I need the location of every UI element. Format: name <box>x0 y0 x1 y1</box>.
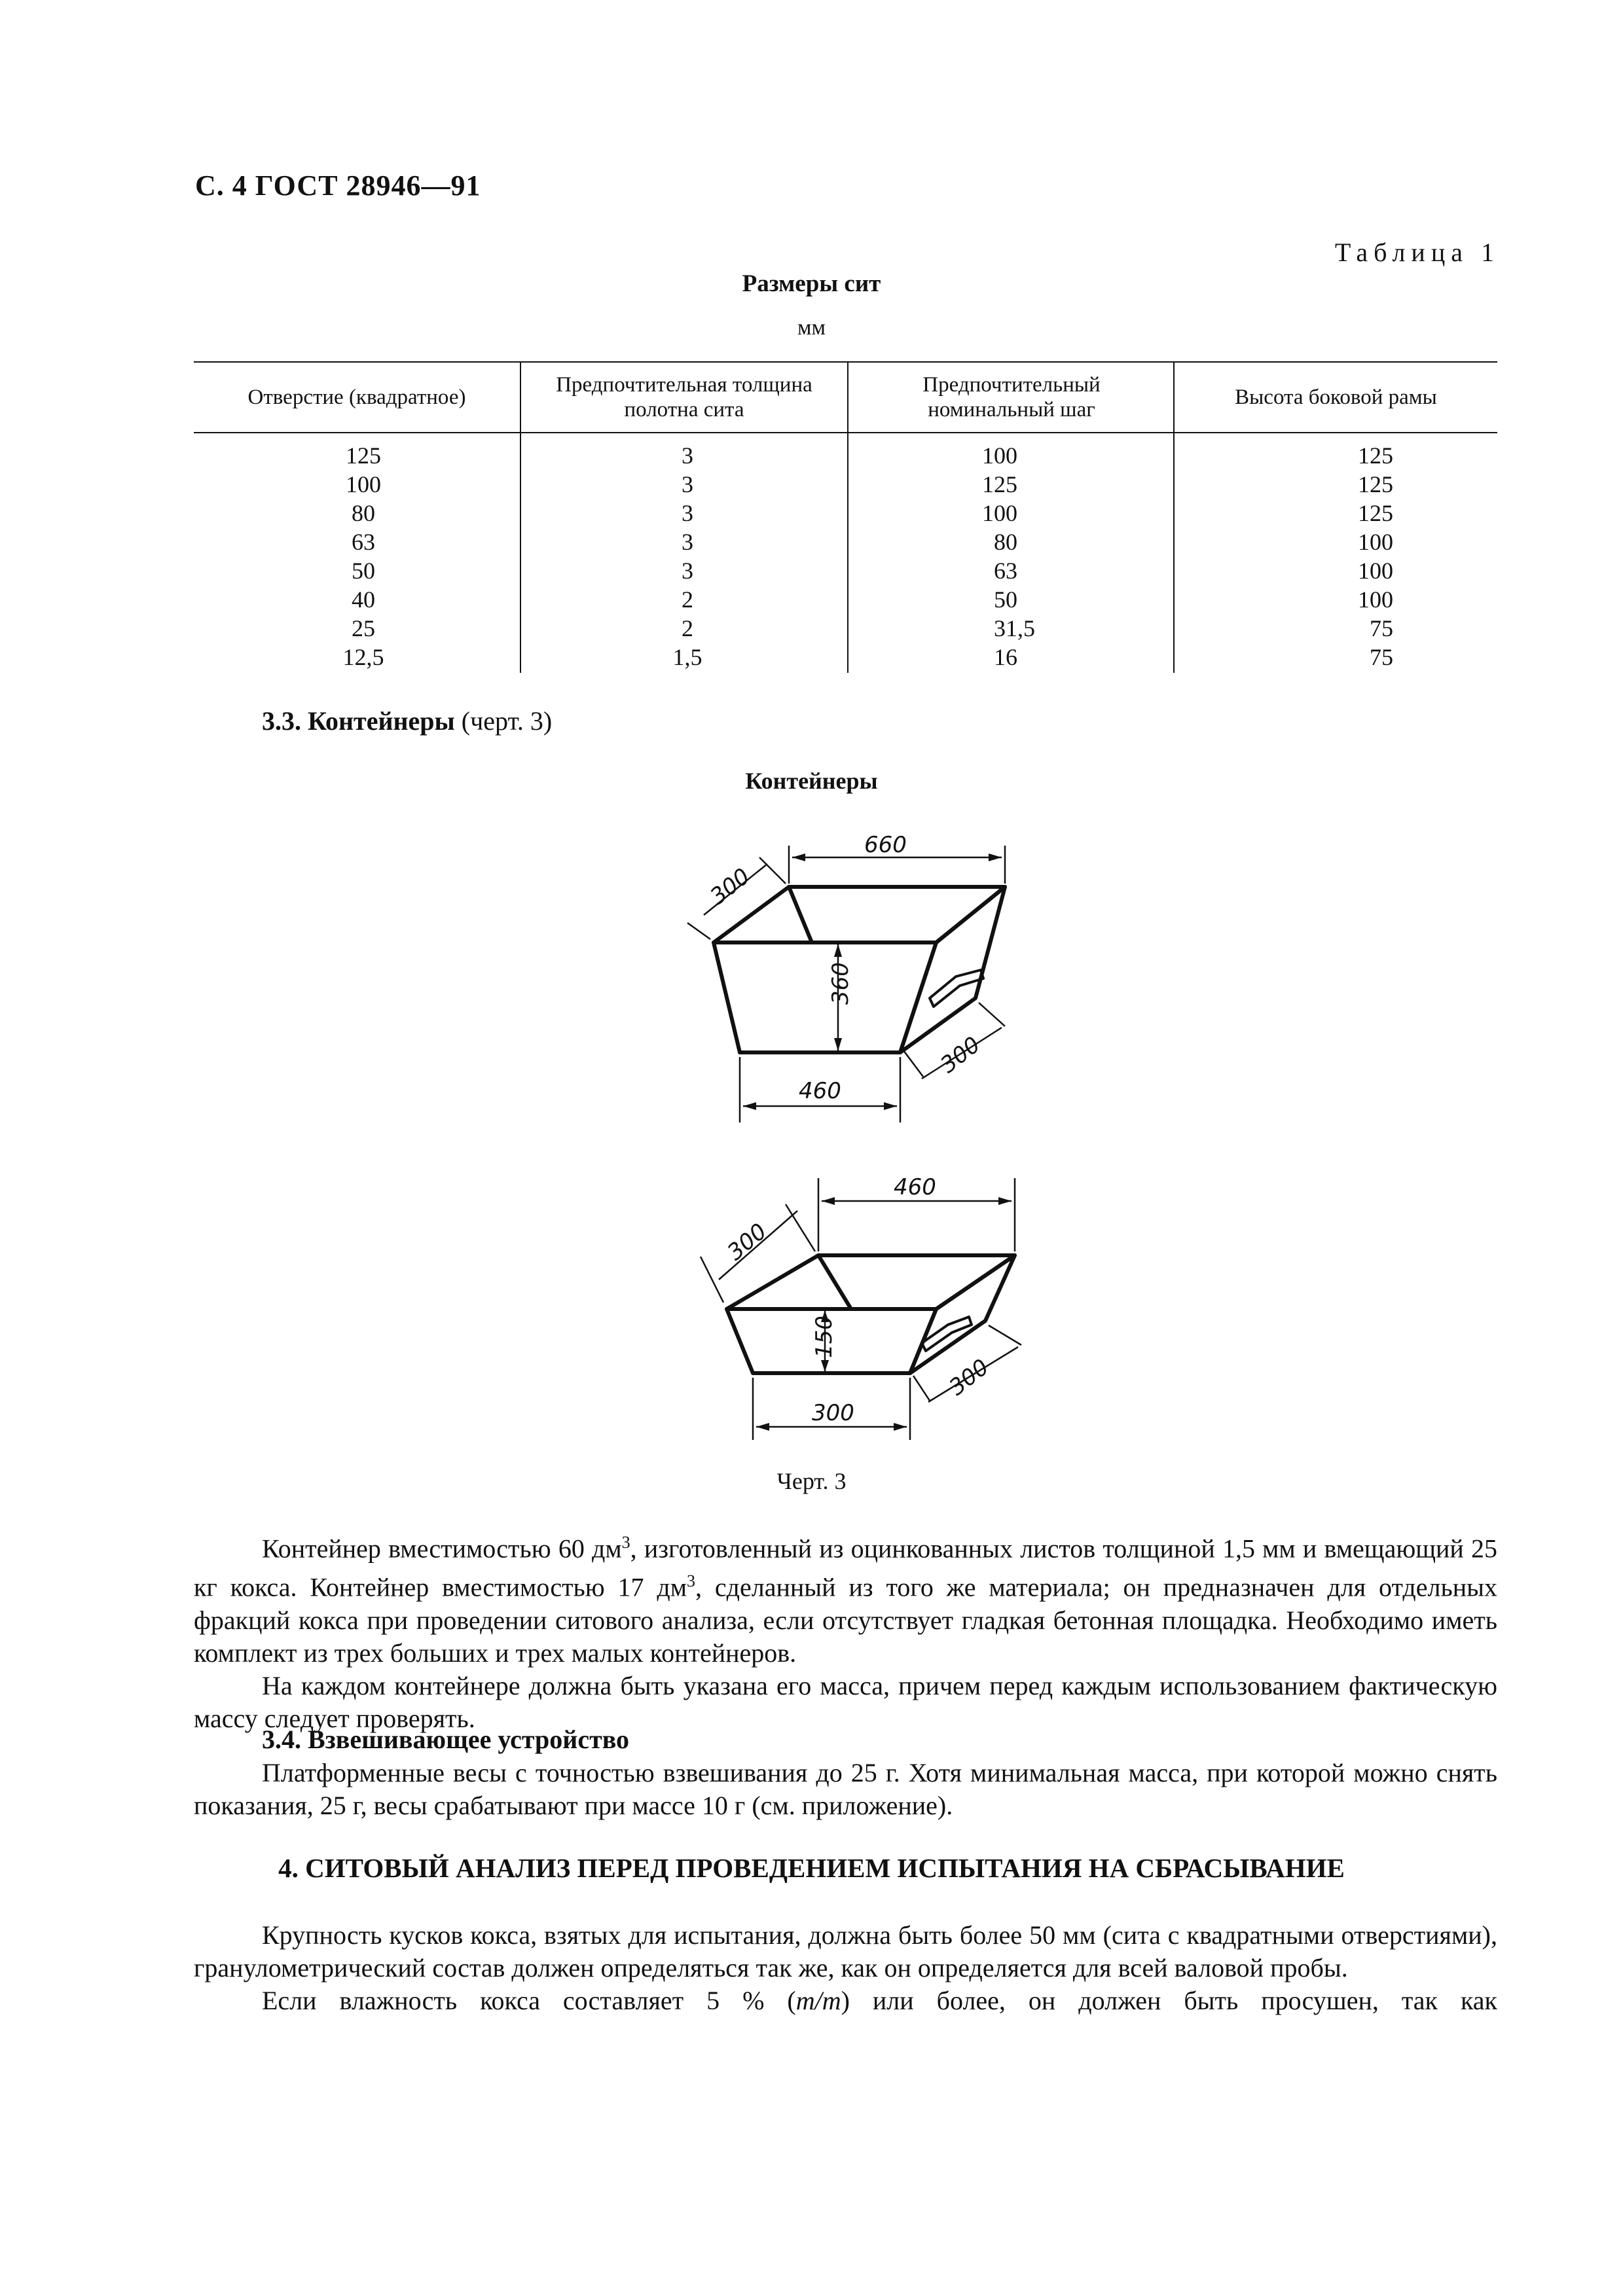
section-4-body <box>194 1919 1497 2017</box>
table-column-opening <box>324 441 403 672</box>
table-header-pitch: Предпочтительный номинальный шаг <box>922 373 1101 422</box>
table-cell: 100 <box>982 442 1017 469</box>
section-3-4-heading: 3.4. Взвешивающее устройство <box>262 1725 630 1754</box>
table-cell: 63 <box>352 529 375 555</box>
dim-label-depth: 300 <box>705 863 756 910</box>
text-run: ) или более, он должен быть просушен, так как <box>841 1986 1497 2015</box>
paragraph <box>194 1526 1497 1670</box>
table-cell: 80 <box>352 500 375 526</box>
large-container-inner-edge <box>789 887 812 942</box>
large-container-side-face <box>900 887 1005 1052</box>
table-cell: 100 <box>1358 586 1393 613</box>
table-cell: 2 <box>682 586 693 613</box>
table-cell: 50 <box>352 558 375 584</box>
table-header-opening: Отверстие (квадратное) <box>247 386 466 409</box>
superscript: 3 <box>687 1571 696 1591</box>
table-cell: 80 <box>994 529 1017 555</box>
section-title: Контейнеры <box>308 706 455 736</box>
table-cell: 50 <box>994 586 1017 613</box>
figure-title: Контейнеры <box>745 768 878 794</box>
dim-label-side: 300 <box>944 1354 994 1401</box>
table-cell: 3 <box>682 529 693 555</box>
table-cell: 2 <box>682 615 693 641</box>
dim-label-height: 150 <box>811 1316 837 1358</box>
large-container-rim <box>714 887 1005 942</box>
table-cell: 12,5 <box>342 644 384 670</box>
small-container-inner-edge <box>818 1255 851 1309</box>
table-cell: 125 <box>1358 500 1393 526</box>
section-4-heading: 4. СИТОВЫЙ АНАЛИЗ ПЕРЕД ПРОВЕДЕНИЕМ ИСПЫТАНИЯ НА СБРАСЫВАНИЕ <box>278 1853 1345 1883</box>
table-header-thickness: Предпочтительная толщина полотна сита <box>556 373 812 422</box>
large-container-front-face <box>714 942 936 1052</box>
section-number: 3.3. <box>262 706 301 736</box>
table-header-rule <box>194 432 1497 433</box>
dim-label-bottom: 460 <box>799 1078 841 1104</box>
large-container-drawing <box>674 831 1041 1139</box>
paragraph: На каждом контейнере должна быть указана его масса, причем перед каждым использованием фактическую массу следует проверять. <box>194 1670 1497 1733</box>
table-cell: 100 <box>346 471 381 497</box>
dim-label-bottom: 300 <box>812 1400 854 1426</box>
table-column-pitch <box>982 441 1061 672</box>
large-container-handle-icon <box>930 970 983 1007</box>
dim-label-side: 300 <box>936 1031 985 1079</box>
table-cell: 100 <box>982 500 1017 526</box>
section-3-3-heading <box>262 706 552 736</box>
table-cell: 25 <box>352 615 375 641</box>
dim-label-height: 360 <box>828 962 854 1005</box>
table-cell: 3 <box>682 558 693 584</box>
text-run: Контейнер вместимостью 60 дм <box>262 1534 622 1564</box>
table-cell: 31,5 <box>994 615 1035 641</box>
table-cell: 125 <box>1358 471 1393 497</box>
text-run: , изготовленный из оцинкованных листов толщиной 1,5 мм и вмещающий 25 кг кокса. Контейнер вместимостью 17 дм <box>194 1534 1497 1602</box>
table-cell: 40 <box>352 586 375 613</box>
superscript: 3 <box>621 1533 630 1552</box>
table-cell: 100 <box>1358 558 1393 584</box>
table-title: Размеры сит <box>742 270 881 297</box>
table-cell: 75 <box>1370 615 1393 641</box>
table-cell: 100 <box>1358 529 1393 555</box>
weighing-description <box>194 1757 1497 1822</box>
table-col-divider <box>520 361 521 673</box>
small-container-drawing <box>687 1165 1054 1460</box>
table-cell: 1,5 <box>672 644 702 670</box>
table-label: Таблица 1 <box>1334 238 1500 267</box>
dim-label-width: 460 <box>894 1174 936 1200</box>
text-run-italic: m/m <box>795 1986 841 2015</box>
table-cell: 3 <box>682 500 693 526</box>
section-ref: (черт. 3) <box>461 706 553 736</box>
dim-label-width: 660 <box>864 832 907 858</box>
table-cell: 16 <box>994 644 1017 670</box>
table-column-thickness <box>655 441 720 672</box>
text-run: Если влажность кокса составляет 5 % ( <box>262 1986 796 2015</box>
table-cell: 63 <box>994 558 1017 584</box>
table-unit: мм <box>797 315 826 340</box>
table-header-frame-height: Высота боковой рамы <box>1235 386 1437 409</box>
containers-description <box>194 1526 1497 1735</box>
text-run: , сделанный из того же материала; он предназначен для отдельных фракций кокса при проведении ситового анализа, если отсутствует гладкая бетонная площадка. Необходимо иметь комплект из трех больших и трех малых контейнеров. <box>194 1572 1497 1668</box>
table-cell: 75 <box>1370 644 1393 670</box>
table-cell: 3 <box>682 442 693 469</box>
dim-label-depth: 300 <box>722 1218 772 1266</box>
page-header: С. 4 ГОСТ 28946—91 <box>195 170 481 202</box>
table-cell: 3 <box>682 471 693 497</box>
paragraph <box>194 1984 1497 2017</box>
table-cell: 125 <box>982 471 1017 497</box>
table-col-divider <box>847 361 848 673</box>
paragraph: Крупность кусков кокса, взятых для испытания, должна быть более 50 мм (сита с квадратными отверстиями), гранулометрический состав должен определяться так же, как он определяется для всей валовой пробы. <box>194 1920 1497 1982</box>
small-container-rim <box>727 1255 1015 1309</box>
paragraph: Платформенные весы с точностью взвешивания до 25 г. Хотя минимальная масса, при которой можно снять показания, 25 г, весы срабатывают при массе 10 г (см. приложение). <box>194 1758 1497 1820</box>
small-container-side-face <box>910 1255 1015 1373</box>
table-cell: 125 <box>1358 442 1393 469</box>
table-column-frame-height <box>1328 441 1393 672</box>
table-cell: 125 <box>346 442 381 469</box>
figure-caption: Черт. 3 <box>776 1468 847 1494</box>
